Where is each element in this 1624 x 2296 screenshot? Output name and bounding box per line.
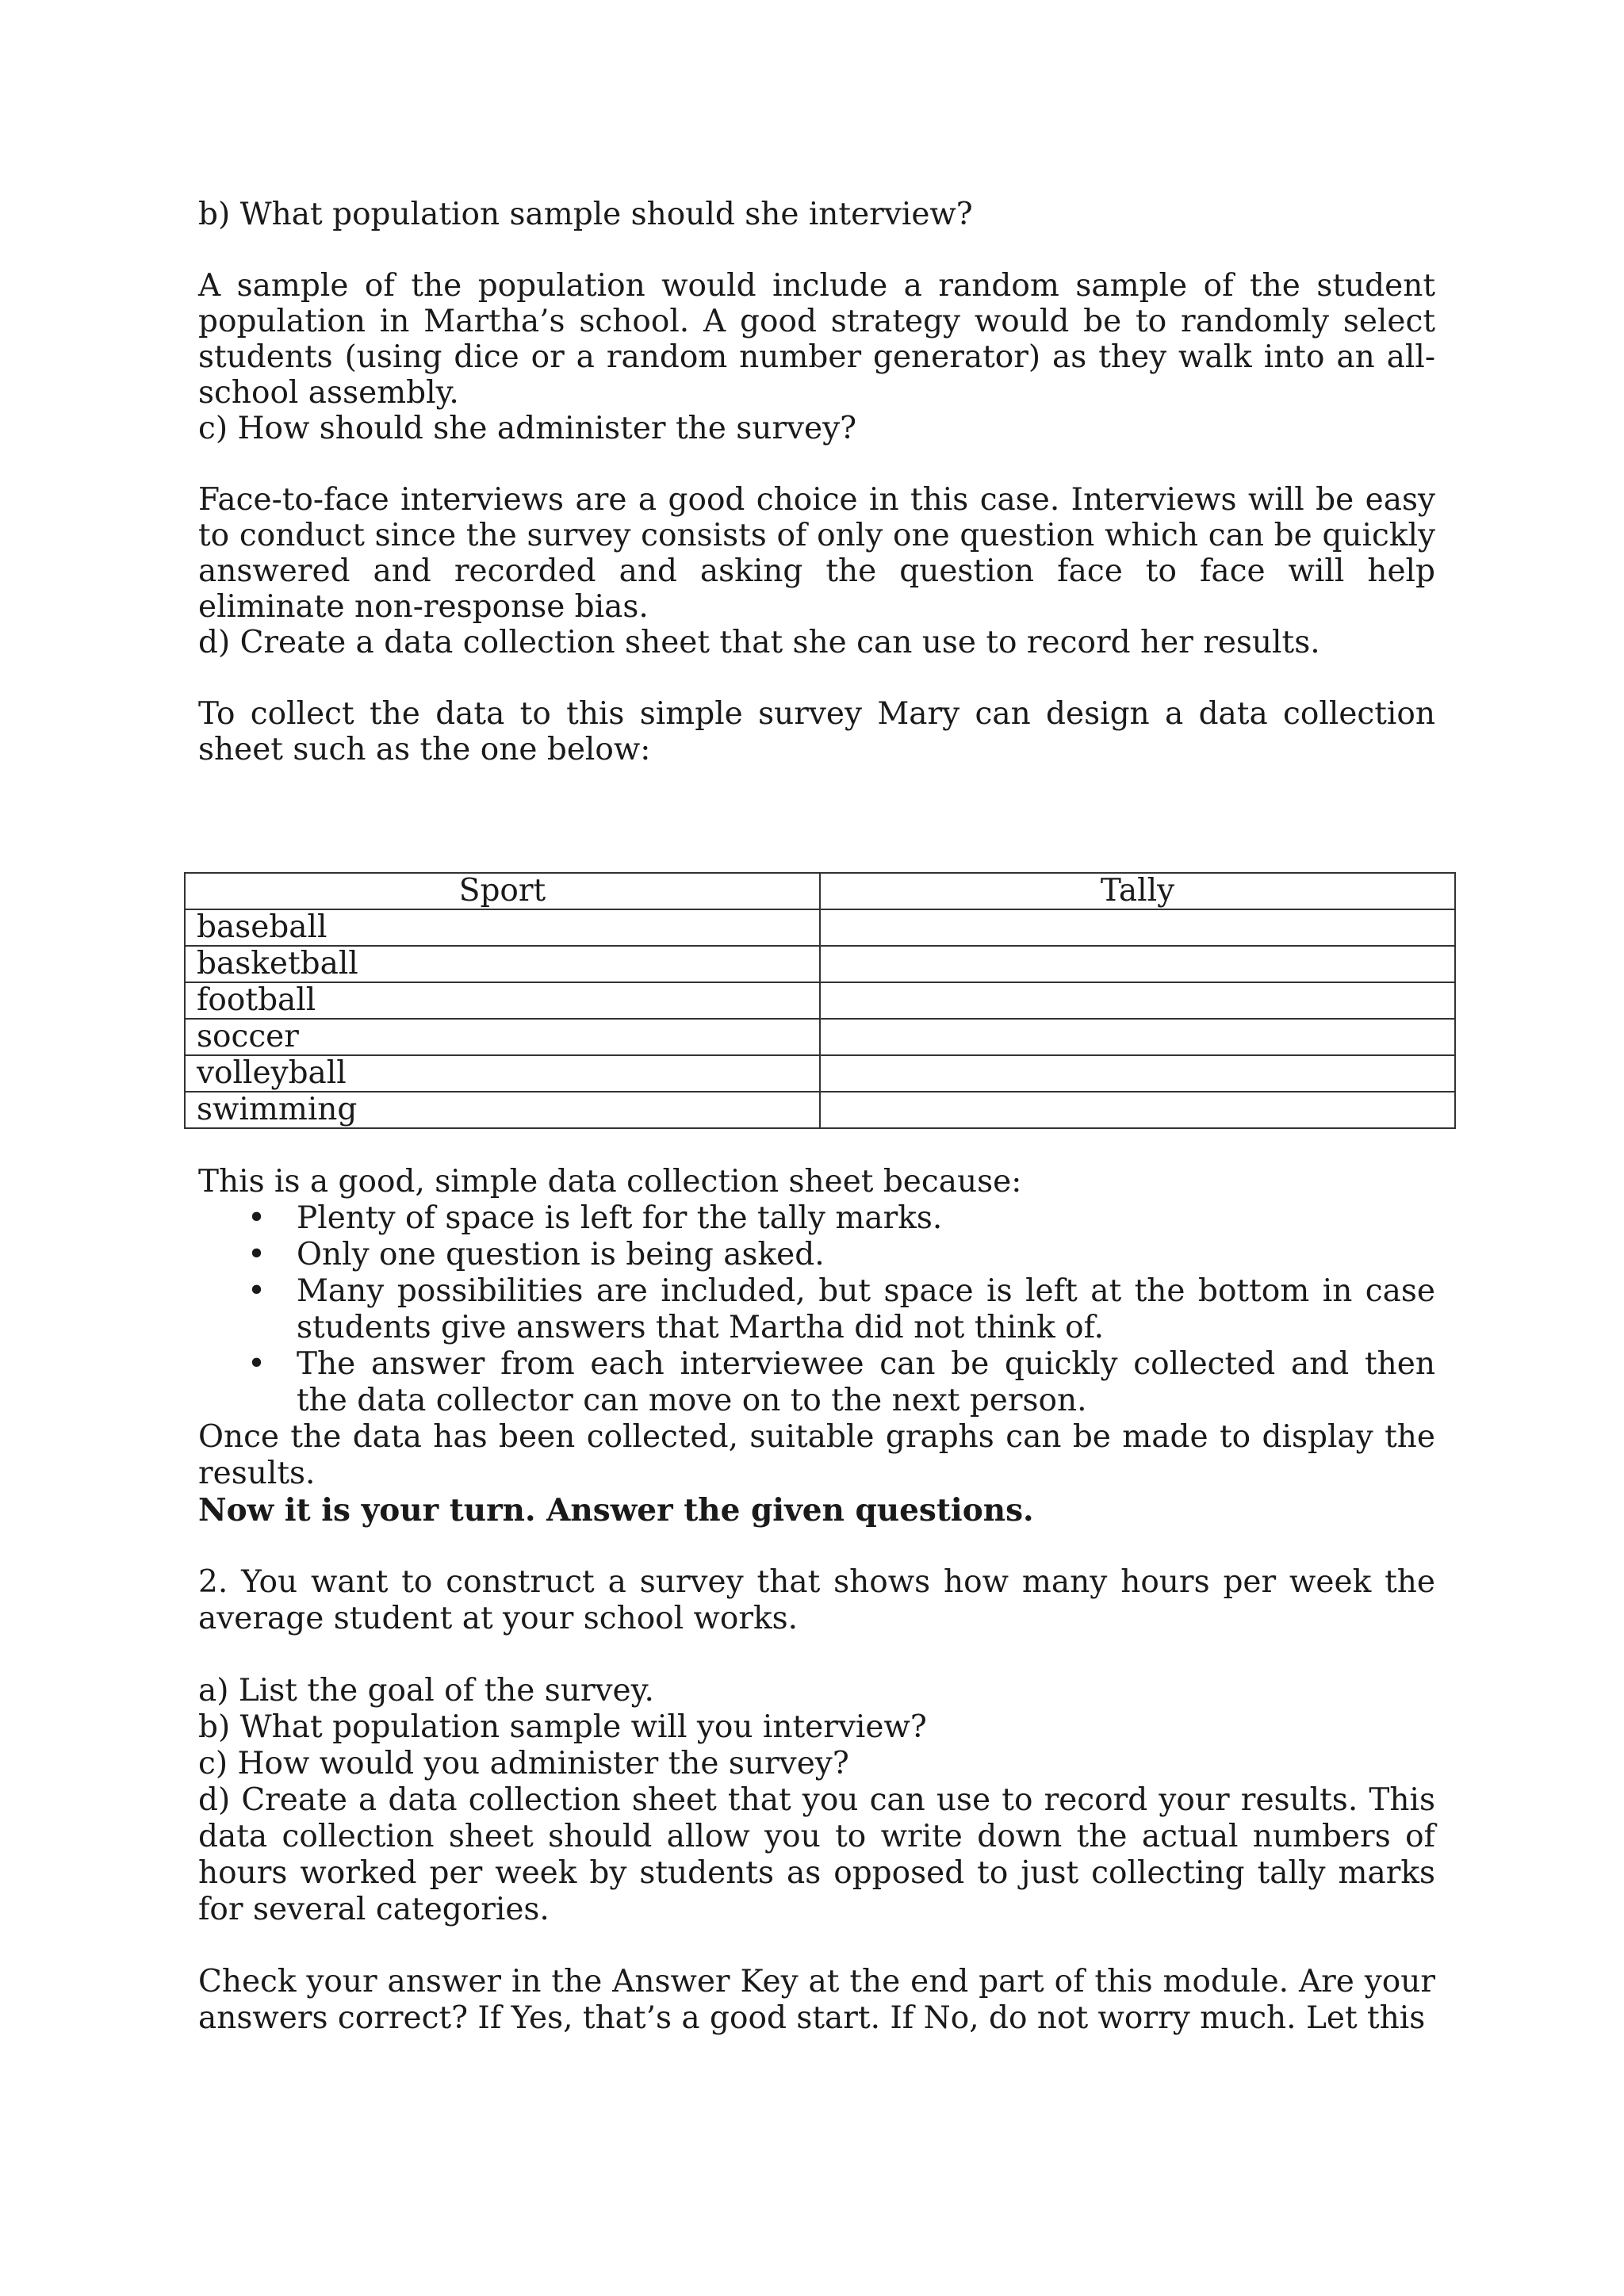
tally-cell	[820, 982, 1455, 1019]
bullet-icon: •	[247, 1346, 266, 1382]
tally-cell	[820, 946, 1455, 982]
reasons-list	[198, 1200, 1435, 1419]
list-item	[198, 1200, 1435, 1237]
sport-cell: basketball	[185, 946, 820, 982]
list-item	[198, 1237, 1435, 1273]
list-item	[198, 1273, 1435, 1346]
question-d: d) Create a data collection sheet that she can use to record her results.	[198, 625, 1320, 660]
answer-c: Face-to-face interviews are a good choice in this case. Interviews will be easy to conduct since the survey consists of only one question which can be quickly answered and recorded and asking the question face to face will help eliminate non-response bias.	[198, 482, 1435, 625]
sport-cell: baseball	[185, 909, 820, 946]
sport-cell: football	[185, 982, 820, 1019]
bullet-icon: •	[247, 1200, 266, 1236]
task-list	[198, 1673, 1435, 1928]
reason-text: Many possibilities are included, but space is left at the bottom in case students give answers that Martha did not think of.	[297, 1273, 1435, 1345]
question-b: b) What population sample should she interview?	[198, 197, 973, 232]
header-tally: Tally	[820, 873, 1455, 909]
check-answer-paragraph: Check your answer in the Answer Key at the end part of this module. Are your answers correct? If Yes, that’s a good start. If No, do not worry much. Let this	[198, 1964, 1435, 2036]
lower-section	[198, 1164, 1435, 2037]
turn-heading: Now it is your turn. Answer the given questions.	[198, 1492, 1034, 1529]
reason-text: The answer from each interviewee can be quickly collected and then the data collector can move on to the next person.	[297, 1346, 1435, 1418]
bullet-icon: •	[247, 1237, 266, 1272]
tally-cell	[820, 1019, 1455, 1055]
task-item: a) List the goal of the survey.	[198, 1673, 654, 1709]
tally-cell	[820, 1092, 1455, 1128]
sport-cell: swimming	[185, 1092, 820, 1128]
problem-statement: 2. You want to construct a survey that shows how many hours per week the average student at your school works.	[198, 1564, 1435, 1636]
table-row	[185, 1092, 1455, 1128]
table-row	[185, 1055, 1455, 1092]
answer-b: A sample of the population would include a random sample of the student population in Martha’s school. A good strategy would be to randomly select students (using dice or a random number generator) as they walk into an all-school assembly.	[198, 268, 1435, 411]
bullet-icon: •	[247, 1273, 266, 1309]
task-item: d) Create a data collection sheet that you can use to record your results. This data collection sheet should allow you to write down the actual numbers of hours worked per week by students as opposed to just collecting tally marks for several categories.	[198, 1782, 1435, 1927]
task-item: b) What population sample will you interview?	[198, 1709, 927, 1745]
table-row	[185, 1019, 1455, 1055]
upper-section	[198, 197, 1435, 767]
list-item	[198, 1346, 1435, 1419]
reason-text: Only one question is being asked.	[297, 1237, 825, 1272]
header-sport: Sport	[185, 873, 820, 909]
conclusion-paragraph: Once the data has been collected, suitable graphs can be made to display the results.	[198, 1419, 1435, 1491]
tally-cell	[820, 1055, 1455, 1092]
table-row	[185, 946, 1455, 982]
sport-cell: soccer	[185, 1019, 820, 1055]
table-row	[185, 982, 1455, 1019]
data-collection-table	[184, 872, 1456, 1129]
table-row	[185, 909, 1455, 946]
answer-d: To collect the data to this simple survey Mary can design a data collection sheet such as the one below:	[198, 696, 1435, 767]
table-header-row	[185, 873, 1455, 909]
sport-cell: volleyball	[185, 1055, 820, 1092]
question-c: c) How should she administer the survey?	[198, 411, 857, 446]
tally-cell	[820, 909, 1455, 946]
reason-text: Plenty of space is left for the tally marks.	[297, 1200, 943, 1236]
task-item: c) How would you administer the survey?	[198, 1746, 849, 1781]
reasons-intro: This is a good, simple data collection sheet because:	[198, 1164, 1022, 1200]
